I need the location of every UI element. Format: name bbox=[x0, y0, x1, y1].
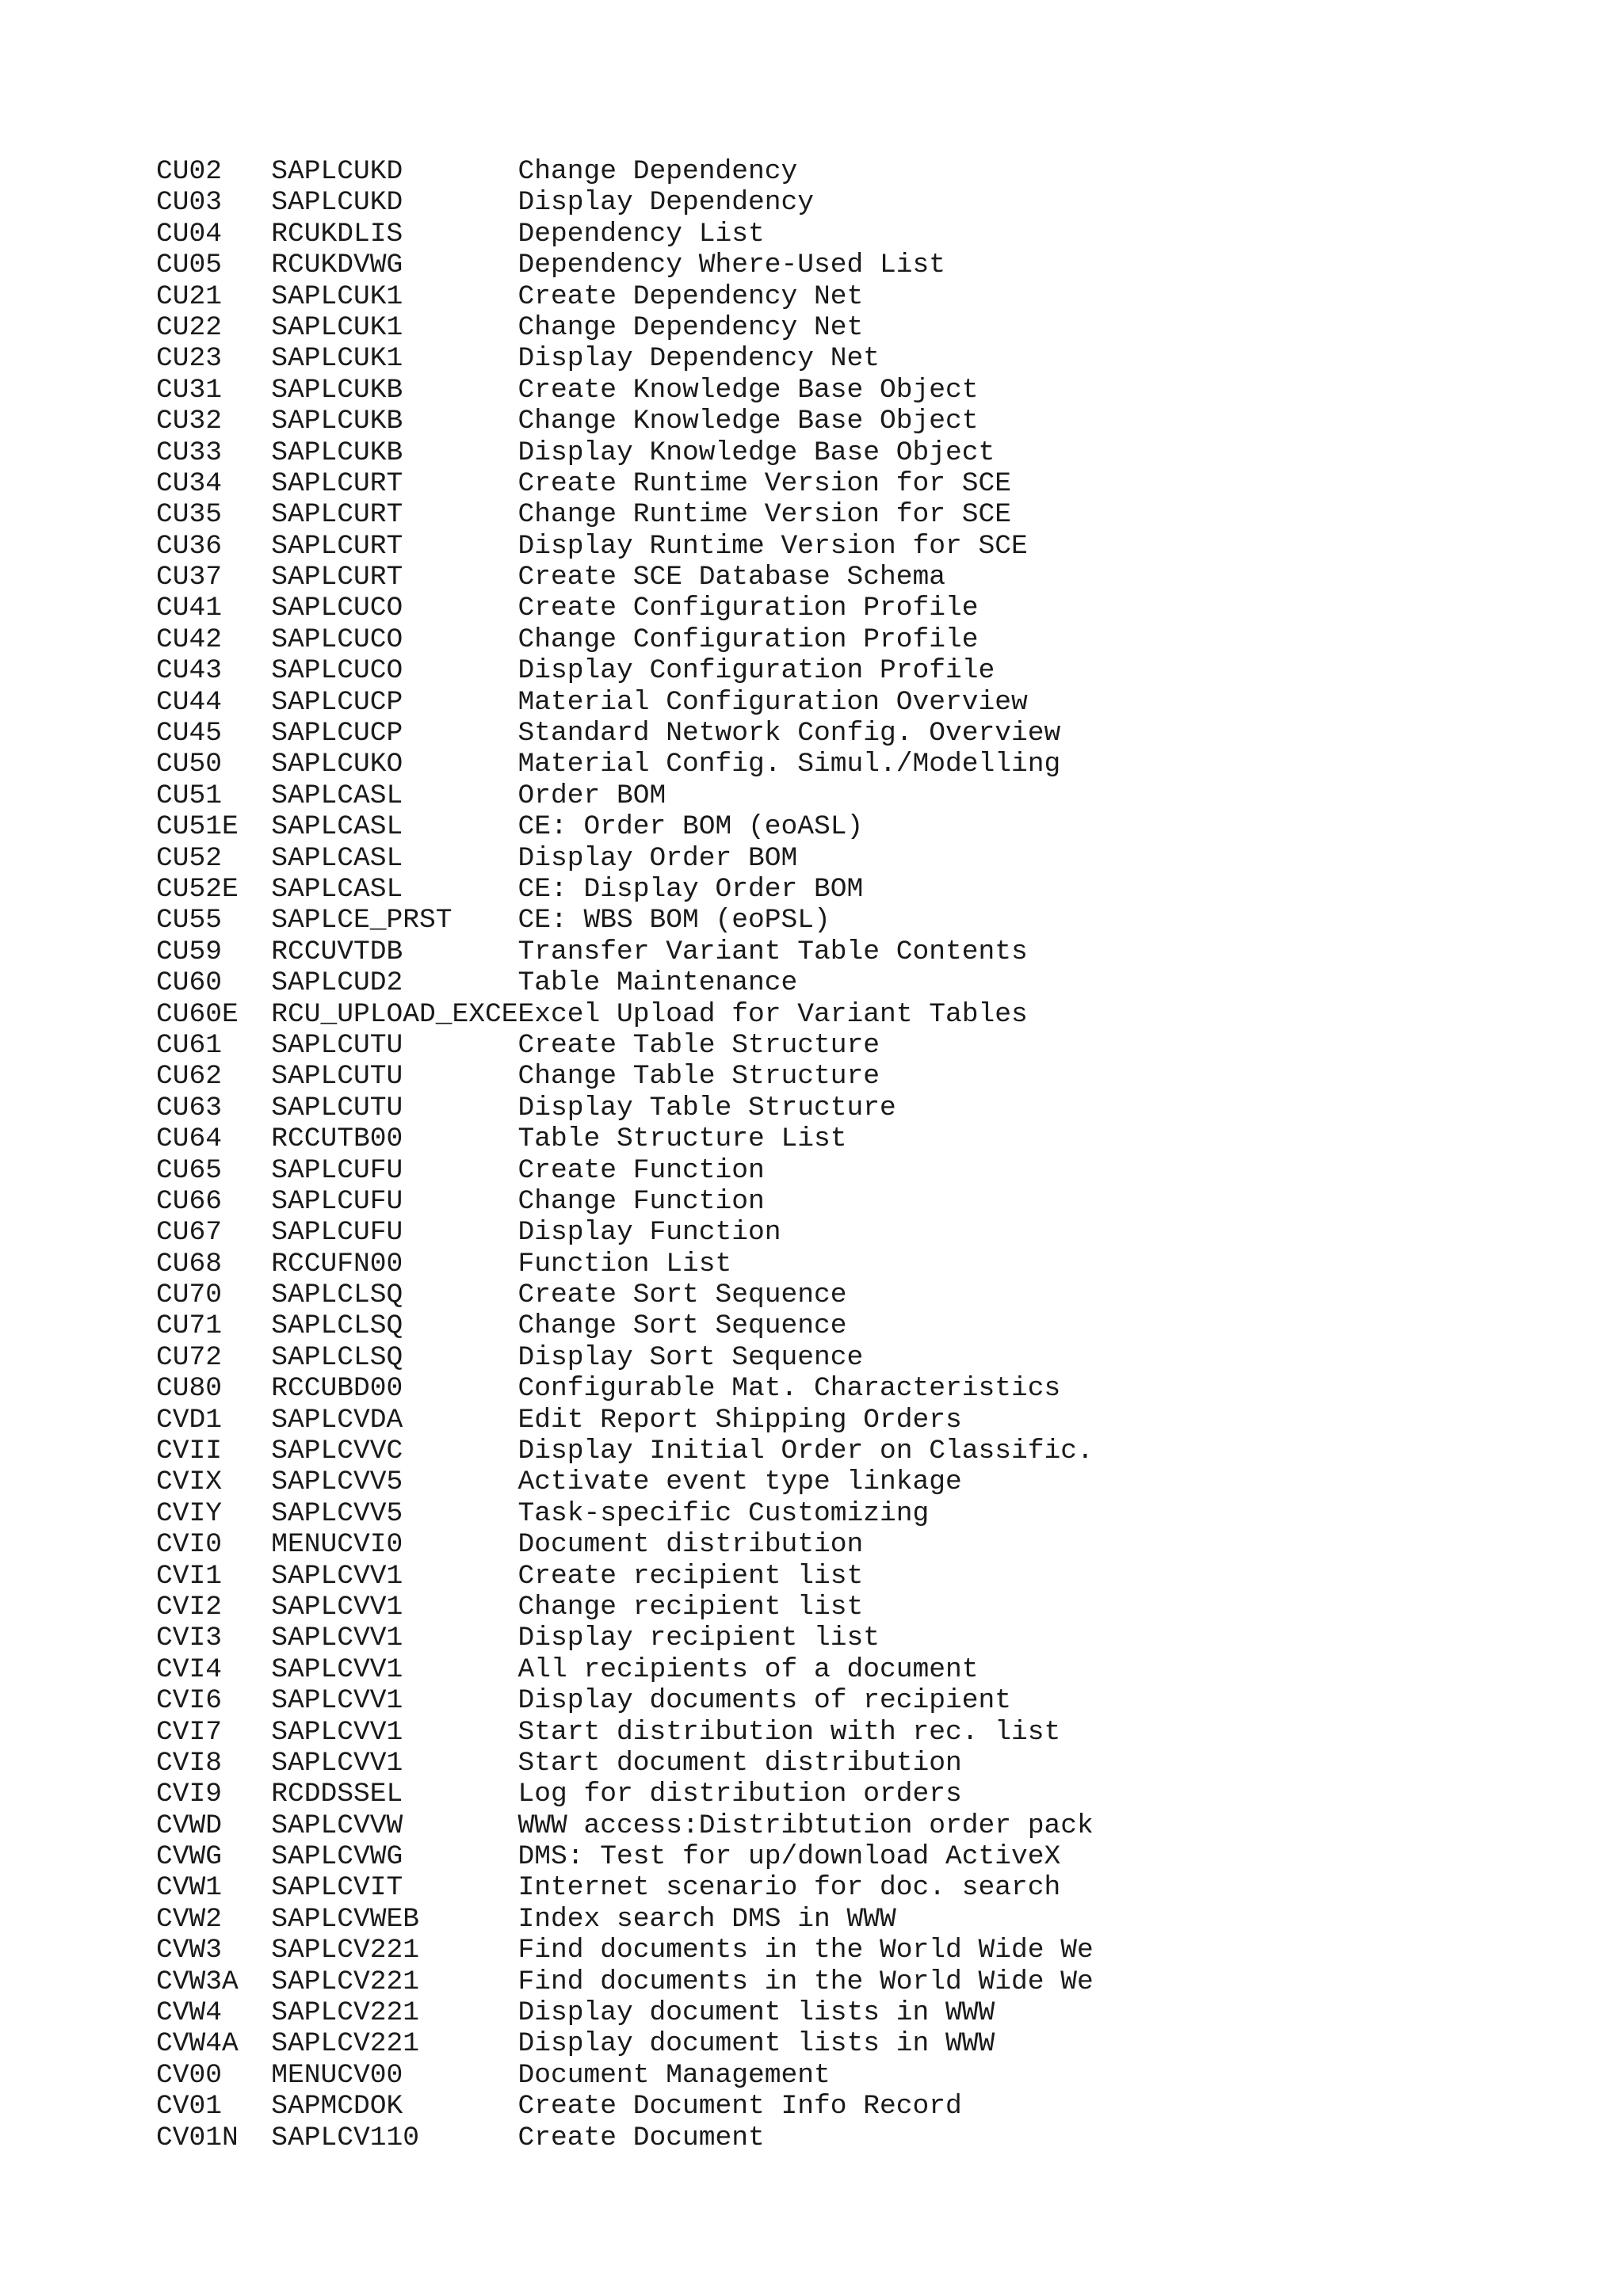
program-name: MENUCVI0 bbox=[271, 1529, 518, 1561]
transaction-description: Display Initial Order on Classific. bbox=[517, 1436, 1094, 1467]
transaction-description: Change Sort Sequence bbox=[517, 1310, 847, 1342]
list-item bbox=[156, 624, 1583, 655]
list-item bbox=[156, 1623, 1583, 1653]
list-item bbox=[156, 187, 1583, 218]
program-name: SAPLCLSQ bbox=[271, 1280, 518, 1311]
list-item bbox=[156, 499, 1583, 530]
program-name: SAPLCLSQ bbox=[271, 1341, 518, 1373]
program-name: SAPLCURT bbox=[271, 530, 518, 562]
list-item bbox=[156, 1997, 1583, 2028]
list-item bbox=[156, 219, 1583, 250]
transaction-description: Create Configuration Profile bbox=[517, 593, 979, 624]
transaction-description: CE: Order BOM (eoASL) bbox=[517, 811, 864, 843]
transaction-code: CU59 bbox=[156, 936, 272, 967]
transaction-description: Index search DMS in WWW bbox=[517, 1903, 896, 1935]
transaction-description: CE: WBS BOM (eoPSL) bbox=[517, 905, 831, 936]
transaction-code: CU62 bbox=[156, 1061, 272, 1093]
program-name: SAPLCUCO bbox=[271, 593, 518, 624]
transaction-code: CVWG bbox=[156, 1841, 272, 1873]
transaction-code: CU61 bbox=[156, 1029, 272, 1061]
program-name: SAPLCASL bbox=[271, 873, 518, 905]
transaction-description: Change Dependency bbox=[517, 156, 798, 187]
transaction-code: CU04 bbox=[156, 218, 272, 250]
list-item bbox=[156, 1280, 1583, 1310]
program-name: SAPLCUK1 bbox=[271, 311, 518, 343]
program-name: SAPLCUFU bbox=[271, 1154, 518, 1186]
list-item bbox=[156, 1654, 1583, 1685]
program-name: SAPLCUKD bbox=[271, 187, 518, 219]
transaction-code: CU63 bbox=[156, 1092, 272, 1123]
transaction-code: CU68 bbox=[156, 1248, 272, 1280]
transaction-code: CU05 bbox=[156, 250, 272, 281]
transaction-code: CV00 bbox=[156, 2059, 272, 2091]
transaction-code: CU33 bbox=[156, 437, 272, 468]
program-name: SAPLCVWG bbox=[271, 1841, 518, 1873]
transaction-description: Dependency Where-Used List bbox=[517, 250, 946, 281]
transaction-description: Display Function bbox=[517, 1217, 781, 1249]
list-item bbox=[156, 1966, 1583, 1997]
transaction-code: CU45 bbox=[156, 718, 272, 749]
transaction-code: CVI8 bbox=[156, 1747, 272, 1779]
list-item bbox=[156, 531, 1583, 562]
list-item bbox=[156, 780, 1583, 811]
program-name: SAPLCVVW bbox=[271, 1810, 518, 1841]
transaction-code: CU34 bbox=[156, 467, 272, 499]
program-name: SAPLCUKD bbox=[271, 156, 518, 187]
program-name: SAPLCV110 bbox=[271, 2122, 518, 2153]
transaction-code: CU70 bbox=[156, 1280, 272, 1311]
transaction-description: Create Function bbox=[517, 1154, 765, 1186]
transaction-description: Change Dependency Net bbox=[517, 311, 864, 343]
transaction-code: CU02 bbox=[156, 156, 272, 187]
program-name: SAPLCUTU bbox=[271, 1029, 518, 1061]
transaction-description: Change recipient list bbox=[517, 1591, 864, 1623]
program-name: RCCUVTDB bbox=[271, 936, 518, 967]
transaction-code: CVI9 bbox=[156, 1779, 272, 1810]
transaction-description: Change Runtime Version for SCE bbox=[517, 499, 1012, 531]
transaction-description: Start distribution with rec. list bbox=[517, 1716, 1061, 1748]
transaction-description: Change Table Structure bbox=[517, 1061, 880, 1093]
list-item bbox=[156, 1592, 1583, 1623]
list-item bbox=[156, 936, 1583, 967]
transaction-description: Display Runtime Version for SCE bbox=[517, 530, 1028, 562]
program-name: SAPLCV221 bbox=[271, 2028, 518, 2060]
list-item bbox=[156, 1123, 1583, 1154]
program-name: SAPLCUKB bbox=[271, 437, 518, 468]
transaction-description: CE: Display Order BOM bbox=[517, 873, 864, 905]
list-item bbox=[156, 1093, 1583, 1123]
list-item bbox=[156, 2091, 1583, 2122]
list-item bbox=[156, 406, 1583, 437]
program-name: SAPLCURT bbox=[271, 562, 518, 593]
transaction-description: Internet scenario for doc. search bbox=[517, 1872, 1061, 1904]
list-item bbox=[156, 1217, 1583, 1248]
transaction-description: Display Order BOM bbox=[517, 842, 798, 874]
program-name: SAPLCVV1 bbox=[271, 1591, 518, 1623]
program-name: SAPLCVV1 bbox=[271, 1747, 518, 1779]
transaction-description: Dependency List bbox=[517, 218, 765, 250]
transaction-description: Create Sort Sequence bbox=[517, 1280, 847, 1311]
transaction-code: CU22 bbox=[156, 311, 272, 343]
list-item bbox=[156, 905, 1583, 936]
list-item bbox=[156, 1310, 1583, 1341]
transaction-description: Display recipient list bbox=[517, 1623, 880, 1654]
transaction-code: CU51E bbox=[156, 811, 272, 843]
list-item bbox=[156, 1717, 1583, 1748]
transaction-description: Create Dependency Net bbox=[517, 280, 864, 312]
program-name: RCCUTB00 bbox=[271, 1123, 518, 1155]
transaction-code: CVI6 bbox=[156, 1685, 272, 1717]
list-item bbox=[156, 1249, 1583, 1280]
program-name: SAPLCUCP bbox=[271, 718, 518, 749]
list-item bbox=[156, 1186, 1583, 1217]
transaction-code: CVW2 bbox=[156, 1903, 272, 1935]
transaction-code: CU36 bbox=[156, 530, 272, 562]
transaction-code: CU64 bbox=[156, 1123, 272, 1155]
transaction-description: Display Sort Sequence bbox=[517, 1341, 864, 1373]
program-name: SAPLCVV1 bbox=[271, 1623, 518, 1654]
transaction-description: Display documents of recipient bbox=[517, 1685, 1012, 1717]
list-item bbox=[156, 1436, 1583, 1466]
transaction-code: CU21 bbox=[156, 280, 272, 312]
transaction-code: CU80 bbox=[156, 1373, 272, 1405]
transaction-description: Table Maintenance bbox=[517, 967, 798, 999]
transaction-code: CVWD bbox=[156, 1810, 272, 1841]
list-item bbox=[156, 1748, 1583, 1779]
program-name: RCCUBD00 bbox=[271, 1373, 518, 1405]
transaction-description: Display document lists in WWW bbox=[517, 2028, 995, 2060]
transaction-description: Display document lists in WWW bbox=[517, 1997, 995, 2029]
transaction-description: Create Knowledge Base Object bbox=[517, 374, 979, 406]
transaction-code: CU55 bbox=[156, 905, 272, 936]
transaction-description: Table Structure List bbox=[517, 1123, 847, 1155]
program-name: SAPLCVV5 bbox=[271, 1497, 518, 1529]
list-item bbox=[156, 437, 1583, 468]
list-item bbox=[156, 874, 1583, 905]
transaction-code: CU37 bbox=[156, 562, 272, 593]
program-name: SAPLCVIT bbox=[271, 1872, 518, 1904]
transaction-description: Create Table Structure bbox=[517, 1029, 880, 1061]
program-name: SAPLCVV1 bbox=[271, 1685, 518, 1717]
program-name: SAPLCUK1 bbox=[271, 343, 518, 375]
transaction-description: Standard Network Config. Overview bbox=[517, 718, 1061, 749]
transaction-code-list bbox=[156, 156, 1583, 2153]
program-name: SAPLCLSQ bbox=[271, 1310, 518, 1342]
transaction-code: CV01N bbox=[156, 2122, 272, 2153]
list-item bbox=[156, 562, 1583, 593]
transaction-code: CVW4A bbox=[156, 2028, 272, 2060]
transaction-code: CVI1 bbox=[156, 1560, 272, 1592]
list-item bbox=[156, 1373, 1583, 1404]
list-item bbox=[156, 1498, 1583, 1529]
list-item bbox=[156, 1529, 1583, 1560]
list-item bbox=[156, 1685, 1583, 1716]
transaction-description: Log for distribution orders bbox=[517, 1779, 962, 1810]
transaction-code: CU71 bbox=[156, 1310, 272, 1342]
transaction-code: CU35 bbox=[156, 499, 272, 531]
program-name: RCDDSSEL bbox=[271, 1779, 518, 1810]
transaction-code: CU32 bbox=[156, 406, 272, 437]
list-item bbox=[156, 2028, 1583, 2059]
transaction-description: Order BOM bbox=[517, 780, 666, 811]
list-item bbox=[156, 1155, 1583, 1186]
program-name: SAPLCV221 bbox=[271, 1966, 518, 1997]
list-item bbox=[156, 1405, 1583, 1436]
program-name: SAPLCVV1 bbox=[271, 1653, 518, 1685]
program-name: SAPLCV221 bbox=[271, 1935, 518, 1966]
transaction-code: CU51 bbox=[156, 780, 272, 811]
transaction-code: CVW4 bbox=[156, 1997, 272, 2029]
list-item bbox=[156, 811, 1583, 842]
list-item bbox=[156, 343, 1583, 374]
transaction-description: Create Runtime Version for SCE bbox=[517, 467, 1012, 499]
transaction-description: Configurable Mat. Characteristics bbox=[517, 1373, 1061, 1405]
transaction-description: Start document distribution bbox=[517, 1747, 962, 1779]
program-name: SAPLCURT bbox=[271, 499, 518, 531]
transaction-description: Find documents in the World Wide We bbox=[517, 1935, 1094, 1966]
transaction-description: Display Configuration Profile bbox=[517, 655, 995, 687]
transaction-code: CVI0 bbox=[156, 1529, 272, 1561]
program-name: SAPLCUD2 bbox=[271, 967, 518, 999]
program-name: SAPLCE_PRST bbox=[271, 905, 518, 936]
transaction-description: Change Function bbox=[517, 1185, 765, 1217]
list-item bbox=[156, 999, 1583, 1030]
transaction-code: CU42 bbox=[156, 624, 272, 655]
transaction-code: CU60 bbox=[156, 967, 272, 999]
transaction-description: Material Configuration Overview bbox=[517, 686, 1028, 718]
program-name: SAPLCURT bbox=[271, 467, 518, 499]
transaction-description: Excel Upload for Variant Tables bbox=[517, 998, 1028, 1030]
program-name: RCU_UPLOAD_EXCE bbox=[271, 998, 518, 1030]
program-name: SAPLCVV1 bbox=[271, 1560, 518, 1592]
transaction-description: Display Knowledge Base Object bbox=[517, 437, 995, 468]
list-item bbox=[156, 1841, 1583, 1872]
transaction-code: CU66 bbox=[156, 1185, 272, 1217]
transaction-description: Function List bbox=[517, 1248, 732, 1280]
transaction-code: CVI3 bbox=[156, 1623, 272, 1654]
transaction-description: Display Dependency bbox=[517, 187, 815, 219]
transaction-description: Display Dependency Net bbox=[517, 343, 880, 375]
transaction-description: Task-specific Customizing bbox=[517, 1497, 930, 1529]
program-name: SAPLCASL bbox=[271, 842, 518, 874]
program-name: SAPLCUCP bbox=[271, 686, 518, 718]
transaction-code: CVI4 bbox=[156, 1653, 272, 1685]
transaction-code: CU23 bbox=[156, 343, 272, 375]
program-name: RCUKDLIS bbox=[271, 218, 518, 250]
transaction-code: CVD1 bbox=[156, 1404, 272, 1436]
list-item bbox=[156, 967, 1583, 998]
list-item bbox=[156, 1061, 1583, 1092]
transaction-code: CU44 bbox=[156, 686, 272, 718]
transaction-code: CVII bbox=[156, 1436, 272, 1467]
transaction-description: Document Management bbox=[517, 2059, 831, 2091]
transaction-code: CU43 bbox=[156, 655, 272, 687]
list-item bbox=[156, 312, 1583, 343]
list-item bbox=[156, 687, 1583, 718]
program-name: SAPLCUTU bbox=[271, 1061, 518, 1093]
transaction-description: Change Configuration Profile bbox=[517, 624, 979, 655]
transaction-code: CU52 bbox=[156, 842, 272, 874]
program-name: SAPLCUKB bbox=[271, 374, 518, 406]
list-item bbox=[156, 468, 1583, 499]
list-item bbox=[156, 718, 1583, 749]
transaction-code: CU67 bbox=[156, 1217, 272, 1249]
transaction-description: All recipients of a document bbox=[517, 1653, 979, 1685]
transaction-description: Transfer Variant Table Contents bbox=[517, 936, 1028, 967]
list-item bbox=[156, 250, 1583, 280]
transaction-description: Activate event type linkage bbox=[517, 1466, 962, 1498]
transaction-code: CU41 bbox=[156, 593, 272, 624]
list-item bbox=[156, 1342, 1583, 1373]
program-name: SAPLCVWEB bbox=[271, 1903, 518, 1935]
list-item bbox=[156, 1561, 1583, 1592]
program-name: SAPMCDOK bbox=[271, 2091, 518, 2122]
list-item bbox=[156, 2122, 1583, 2153]
program-name: MENUCV00 bbox=[271, 2059, 518, 2091]
list-item bbox=[156, 1935, 1583, 1966]
list-item bbox=[156, 1904, 1583, 1935]
list-item bbox=[156, 1810, 1583, 1841]
program-name: SAPLCUTU bbox=[271, 1092, 518, 1123]
list-item bbox=[156, 2060, 1583, 2091]
transaction-description: Material Config. Simul./Modelling bbox=[517, 749, 1061, 780]
transaction-code: CVI7 bbox=[156, 1716, 272, 1748]
program-name: SAPLCUKO bbox=[271, 749, 518, 780]
transaction-description: Find documents in the World Wide We bbox=[517, 1966, 1094, 1997]
program-name: SAPLCVVC bbox=[271, 1436, 518, 1467]
transaction-code: CVIY bbox=[156, 1497, 272, 1529]
list-item bbox=[156, 593, 1583, 624]
program-name: SAPLCUK1 bbox=[271, 280, 518, 312]
transaction-code: CV01 bbox=[156, 2091, 272, 2122]
transaction-description: Display Table Structure bbox=[517, 1092, 896, 1123]
list-item bbox=[156, 655, 1583, 686]
transaction-code: CU72 bbox=[156, 1341, 272, 1373]
transaction-code: CU60E bbox=[156, 998, 272, 1030]
program-name: SAPLCVV5 bbox=[271, 1466, 518, 1498]
transaction-description: Change Knowledge Base Object bbox=[517, 406, 979, 437]
transaction-code: CVI2 bbox=[156, 1591, 272, 1623]
transaction-description: Create Document bbox=[517, 2122, 765, 2153]
program-name: SAPLCASL bbox=[271, 780, 518, 811]
transaction-code: CU65 bbox=[156, 1154, 272, 1186]
program-name: SAPLCUKB bbox=[271, 406, 518, 437]
transaction-description: Create Document Info Record bbox=[517, 2091, 962, 2122]
transaction-code: CU52E bbox=[156, 873, 272, 905]
list-item bbox=[156, 156, 1583, 187]
transaction-code: CU50 bbox=[156, 749, 272, 780]
list-item bbox=[156, 749, 1583, 780]
transaction-code: CVW3A bbox=[156, 1966, 272, 1997]
transaction-description: Create SCE Database Schema bbox=[517, 562, 946, 593]
program-name: SAPLCUFU bbox=[271, 1217, 518, 1249]
transaction-code: CVIX bbox=[156, 1466, 272, 1498]
transaction-code: CVW3 bbox=[156, 1935, 272, 1966]
transaction-description: WWW access:Distribtution order pack bbox=[517, 1810, 1094, 1841]
program-name: SAPLCASL bbox=[271, 811, 518, 843]
program-name: SAPLCUFU bbox=[271, 1185, 518, 1217]
list-item bbox=[156, 281, 1583, 312]
program-name: SAPLCUCO bbox=[271, 655, 518, 687]
list-item bbox=[156, 843, 1583, 874]
transaction-description: Document distribution bbox=[517, 1529, 864, 1561]
program-name: SAPLCV221 bbox=[271, 1997, 518, 2029]
list-item bbox=[156, 1779, 1583, 1810]
list-item bbox=[156, 375, 1583, 406]
list-item bbox=[156, 1030, 1583, 1061]
transaction-description: Create recipient list bbox=[517, 1560, 864, 1592]
transaction-description: Edit Report Shipping Orders bbox=[517, 1404, 962, 1436]
transaction-code: CU03 bbox=[156, 187, 272, 219]
transaction-description: DMS: Test for up/download ActiveX bbox=[517, 1841, 1061, 1873]
list-item bbox=[156, 1872, 1583, 1903]
program-name: RCUKDVWG bbox=[271, 250, 518, 281]
program-name: SAPLCVDA bbox=[271, 1404, 518, 1436]
list-item bbox=[156, 1466, 1583, 1497]
program-name: SAPLCUCO bbox=[271, 624, 518, 655]
program-name: SAPLCVV1 bbox=[271, 1716, 518, 1748]
transaction-code: CVW1 bbox=[156, 1872, 272, 1904]
transaction-code: CU31 bbox=[156, 374, 272, 406]
program-name: RCCUFN00 bbox=[271, 1248, 518, 1280]
